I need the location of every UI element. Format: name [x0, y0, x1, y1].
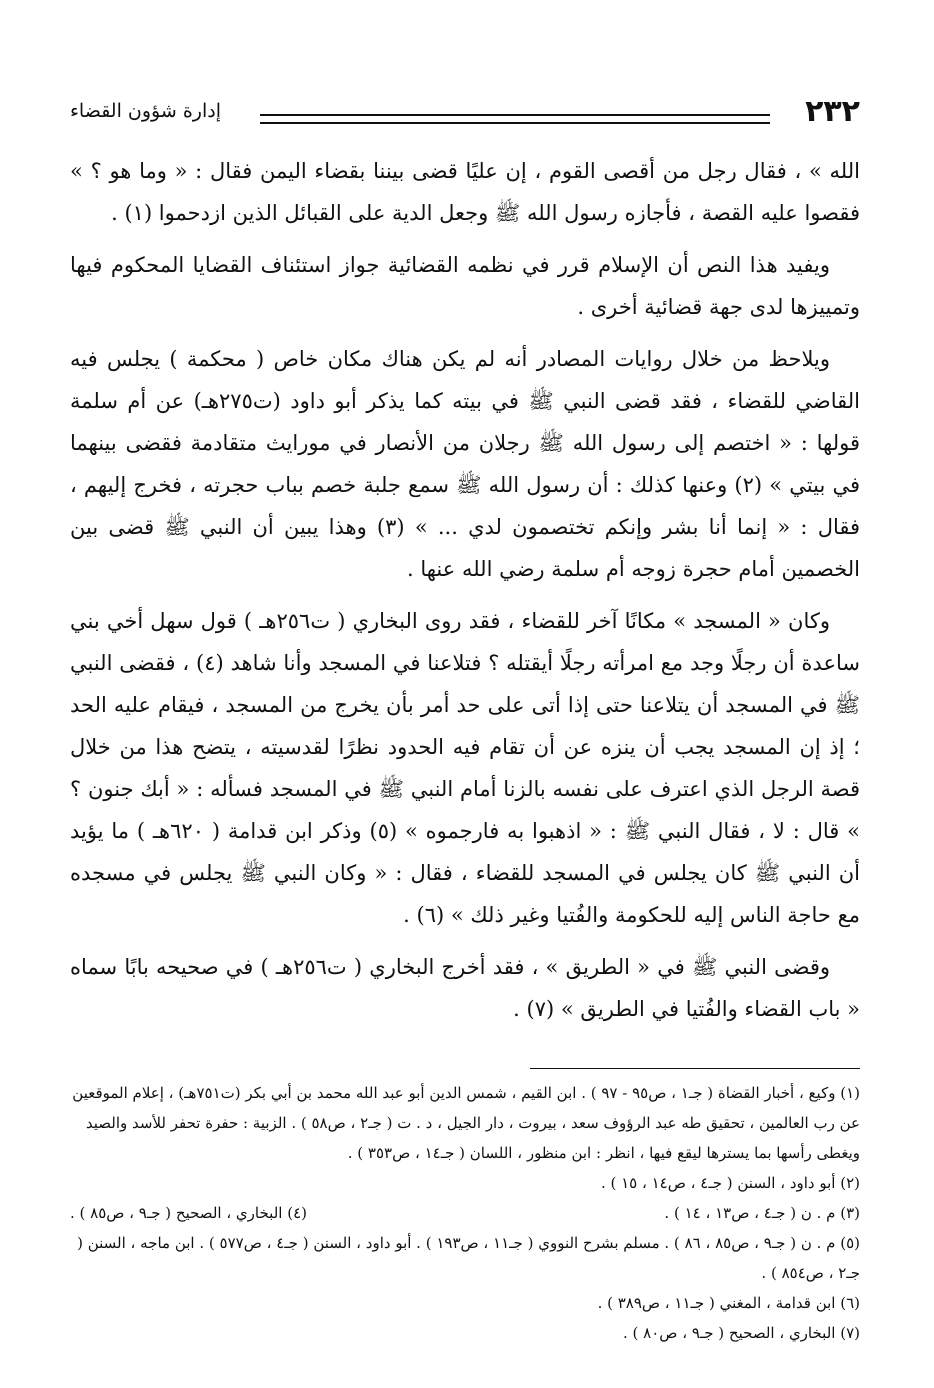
paragraph: ويفيد هذا النص أن الإسلام قرر في نظمه القضائية جواز استئناف القضايا المحكوم فيها وتمييزها لدى جهة قضائية أخرى .: [70, 253, 860, 319]
footnote: (٢) أبو داود ، السنن ( جـ٤ ، ص١٤ ، ١٥ ) .: [600, 1174, 860, 1192]
footnote: (٤) البخاري ، الصحيح ( جـ٩ ، ص٨٥ ) .: [70, 1204, 307, 1222]
footnote-rule: [530, 1068, 860, 1069]
footnote: (٥) م . ن ( جـ٩ ، ص٨٥ ، ٨٦ ) . مسلم بشرح النووي ( جـ١١ ، ص١٩٣ ) . أبو داود ، السنن ( جـ٤ ، ص٥٧٧ ) . ابن ماجه ، السنن ( جـ٢ ، ص٨٥٤ ) .: [77, 1234, 860, 1282]
paragraph: وكان « المسجد » مكانًا آخر للقضاء ، فقد روى البخاري ( ت٢٥٦هـ ) قول سهل أخي بني ساعدة أن رجلًا وجد مع امرأته رجلًا أيقتله ؟ فتلاعنا في المسجد وأنا شاهد (٤) ، فقضى النبي ﷺ في المسجد أن يتلاعنا حتى إذا أتى على حد أمر بأن يخرج من المسجد ، فيقام عليه الحد ؛ إذ إن المسجد يجب أن ينزه عن أن تقام فيه الحدود نظرًا لقدسيته ، يتضح هذا من خلال قصة الرجل الذي اعترف على نفسه بالزنا أمام النبي ﷺ في المسجد فسأله : « أبك جنون ؟ » قال : لا ، فقال النبي ﷺ : « اذهبوا به فارجموه » (٥) وذكر ابن قدامة ( ٦٢٠هـ ) ما يؤيد أن النبي ﷺ كان يجلس في المسجد للقضاء ، فقال : « وكان النبي ﷺ يجلس في مسجده مع حاجة الناس إليه للحكومة والفُتيا وغير ذلك » (٦) .: [70, 609, 860, 927]
running-title: إدارة شؤون القضاء: [70, 100, 221, 122]
footnote: (٣) م . ن ( جـ٤ ، ص١٣ ، ١٤ ) .: [664, 1204, 860, 1222]
footnote: (٦) ابن قدامة ، المغني ( جـ١١ ، ص٣٨٩ ) .: [597, 1294, 860, 1312]
footnote-row: [70, 1198, 860, 1228]
paragraph: ويلاحظ من خلال روايات المصادر أنه لم يكن هناك مكان خاص ( محكمة ) يجلس فيه القاضي للقضاء ، فقد قضى النبي ﷺ في بيته كما يذكر أبو داود (ت٢٧٥هـ) عن أم سلمة قولها : « اختصم إلى رسول الله ﷺ رجلان من الأنصار في مورايث متقادمة فقضى بينهما في بيتي » (٢) وعنها كذلك : أن رسول الله ﷺ سمع جلبة خصم بباب حجرته ، فخرج إليهم ، فقال : « إنما أنا بشر وإنكم تختصمون لدي ... » (٣) وهذا يبين أن النبي ﷺ قضى بين الخصمين أمام حجرة زوجه أم سلمة رضي الله عنها .: [70, 347, 861, 581]
main-text: [70, 150, 860, 1030]
header-rule: [260, 114, 770, 124]
page-header: [70, 94, 860, 138]
page-number: ٢٣٢: [805, 94, 860, 129]
paragraph: الله » ، فقال رجل من أقصى القوم ، إن عليًا قضى بيننا بقضاء اليمن فقال : « وما هو ؟ » فقصوا عليه القصة ، فأجازه رسول الله ﷺ وجعل الدية على القبائل الذين ازدحموا (١) .: [70, 159, 860, 225]
footnote: (٧) البخاري ، الصحيح ( جـ٩ ، ص٨٠ ) .: [623, 1324, 860, 1342]
footnotes: [70, 1078, 860, 1348]
paragraph: وقضى النبي ﷺ في « الطريق » ، فقد أخرج البخاري ( ت٢٥٦هـ ) في صحيحه بابًا سماه « باب القضاء والفُتيا في الطريق » (٧) .: [70, 955, 860, 1021]
footnote: (١) وكيع ، أخبار القضاة ( جـ١ ، ص٩٥ - ٩٧ ) . ابن القيم ، شمس الدين أبو عبد الله محمد بن أبي بكر (ت٧٥١هـ) ، إعلام الموقعين عن رب العالمين ، تحقيق طه عبد الرؤوف سعد ، بيروت ، دار الجيل ، د . ت ( جـ٢ ، ص٥٨ ) . الزبية : حفرة تحفر للأسد والصيد ويغطى رأسها بما يسترها ليقع فيها ، انظر : ابن منظور ، اللسان ( جـ١٤ ، ص٣٥٣ ) .: [72, 1084, 860, 1162]
